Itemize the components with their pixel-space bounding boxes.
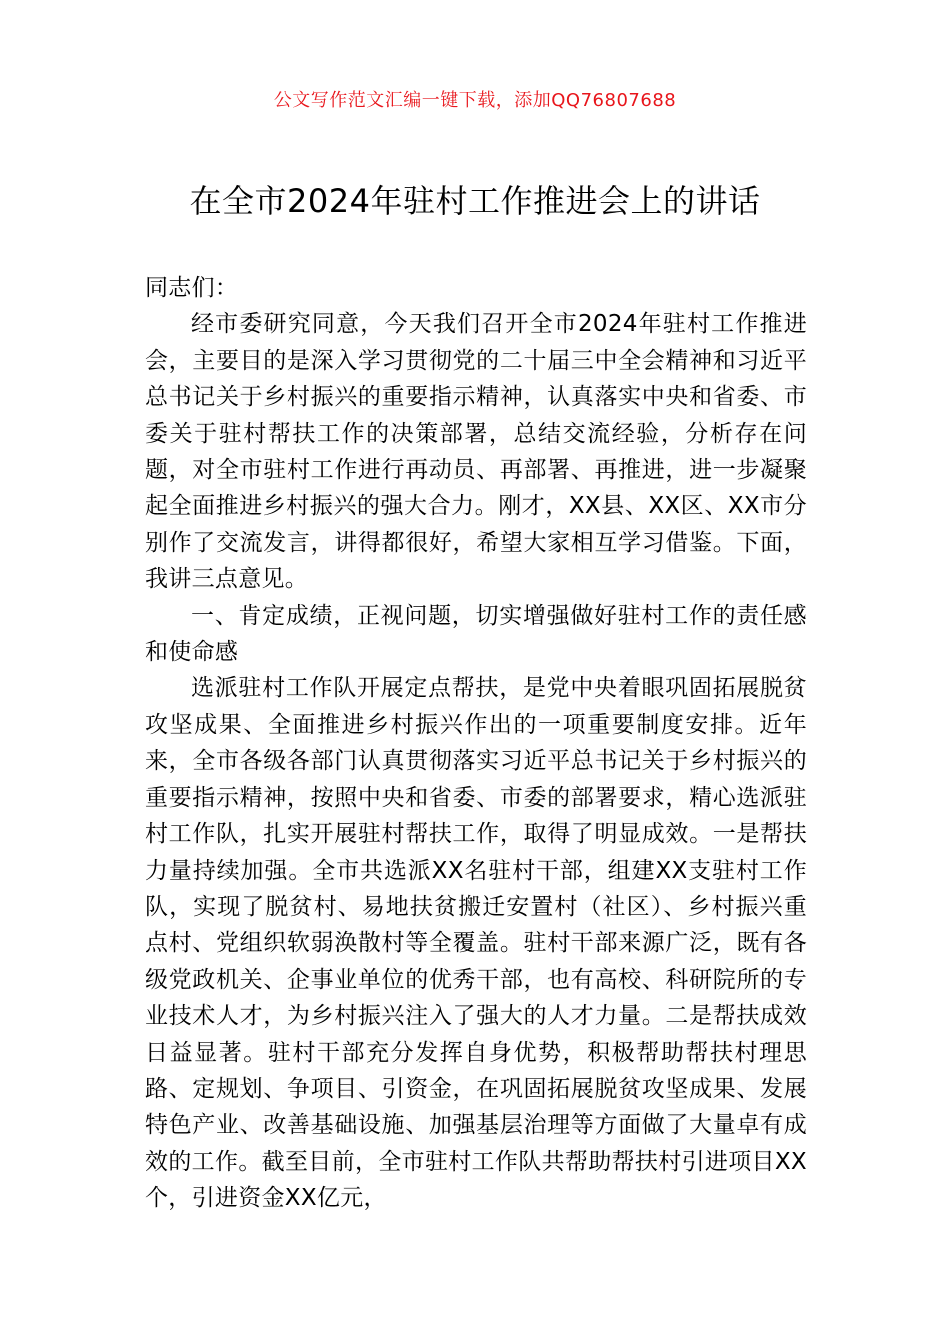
document-body (145, 270, 807, 1217)
paragraph-section-1: 选派驻村工作队开展定点帮扶，是党中央着眼巩固拓展脱贫攻坚成果、全面推进乡村振兴作出的一项重要制度安排。近年来，全市各级各部门认真贯彻落实习近平总书记关于乡村振兴的重要指示精神，按照中央和省委、市委的部署要求，精心选派驻村工作队，扎实开展驻村帮扶工作，取得了明显成效。一是帮扶力量持续加强。全市共选派XX名驻村干部，组建XX支驻村工作队，实现了脱贫村、易地扶贫搬迁安置村（社区）、乡村振兴重点村、党组织软弱涣散村等全覆盖。驻村干部来源广泛，既有各级党政机关、企事业单位的优秀干部，也有高校、科研院所的专业技术人才，为乡村振兴注入了强大的人才力量。二是帮扶成效日益显著。驻村干部充分发挥自身优势，积极帮助帮扶村理思路、定规划、争项目、引资金，在巩固拓展脱贫攻坚成果、发展特色产业、改善基础设施、加强基层治理等方面做了大量卓有成效的工作。截至目前，全市驻村工作队共帮助帮扶村引进项目XX个，引进资金XX亿元， (145, 675, 807, 1212)
paragraph-intro: 经市委研究同意，今天我们召开全市2024年驻村工作推进会，主要目的是深入学习贯彻党的二十届三中全会精神和习近平总书记关于乡村振兴的重要指示精神，认真落实中央和省委、市委关于驻村帮扶工作的决策部署，总结交流经验，分析存在问题，对全市驻村工作进行再动员、再部署、再推进，进一步凝聚起全面推进乡村振兴的强大合力。刚才，XX县、XX区、XX市分别作了交流发言，讲得都很好，希望大家相互学习借鉴。下面，我讲三点意见。 (145, 311, 807, 593)
section-heading-1: 一、肯定成绩，正视问题，切实增强做好驻村工作的责任感和使命感 (145, 602, 807, 666)
download-notice: 公文写作范文汇编一键下载，添加QQ76807688 (273, 90, 677, 111)
document-title: 在全市2024年驻村工作推进会上的讲话 (189, 182, 761, 220)
salutation: 同志们： (145, 275, 239, 301)
